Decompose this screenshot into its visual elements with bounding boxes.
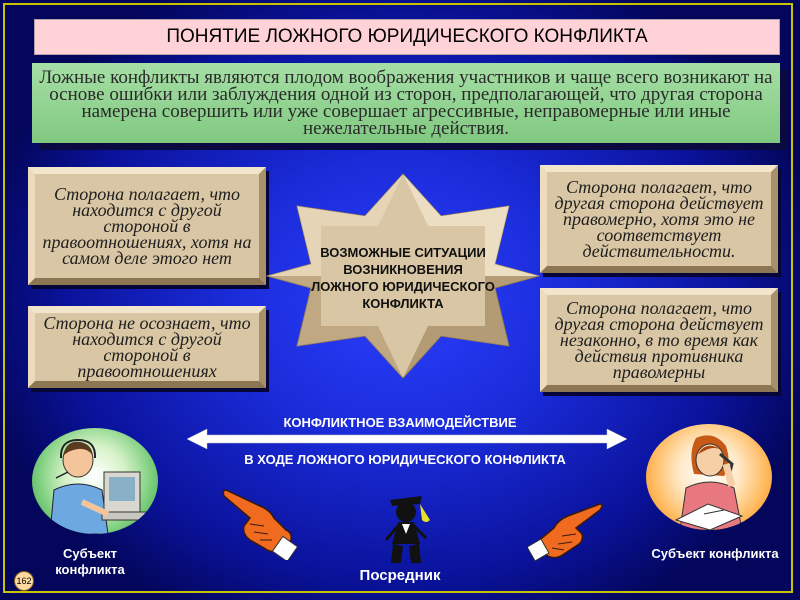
situation-text: Сторона полагает, что другая сторона действует правомерно, хотя это не соответствует действительности. <box>554 177 764 261</box>
mediator-label: Посредник <box>359 567 441 584</box>
definition-box <box>32 63 780 143</box>
situation-box-left-top <box>28 167 266 285</box>
pointing-hand-icon <box>528 498 604 562</box>
subject-right-oval <box>646 424 772 530</box>
situation-box-right-bottom <box>540 288 778 392</box>
subject-right-label: Субъект конфликта <box>651 546 779 561</box>
situation-text: Сторона не осознает, что находится с другой стороной в правоотношениях <box>43 313 251 381</box>
subject-left-oval <box>32 428 158 534</box>
situation-text: Сторона полагает, что другая сторона действует незаконно, в то время как действия противника правомерны <box>554 298 764 382</box>
situation-box-left-bottom <box>28 306 266 388</box>
male-operator-icon <box>32 428 158 534</box>
center-label: ВОЗМОЖНЫЕ СИТУАЦИИ ВОЗНИКНОВЕНИЯ ЛОЖНОГО ЮРИДИЧЕСКОГО КОНФЛИКТА <box>311 245 495 311</box>
page-number-badge: 162 <box>14 571 34 591</box>
slide-title: ПОНЯТИЕ ЛОЖНОГО ЮРИДИЧЕСКОГО КОНФЛИКТА <box>34 19 780 55</box>
subject-left-label: Субъект конфликта <box>55 546 125 577</box>
pointing-hand-icon <box>220 484 300 560</box>
double-arrow-icon <box>187 428 627 450</box>
mediator-figure-icon <box>380 490 432 564</box>
female-operator-icon <box>646 424 772 530</box>
definition-text: Ложные конфликты являются плодом воображения участников и чаще всего возникают на основе ошибки или заблуждения одной из сторон, предполагающей, что другая сторона намерена совершить или уже совершает агрессивные, неправомерные или иные нежелательные действия. <box>39 67 773 139</box>
interaction-label: КОНФЛИКТНОЕ ВЗАИМОДЕЙСТВИЕ <box>283 415 517 430</box>
situation-box-right-top <box>540 165 778 273</box>
during-conflict-label: В ХОДЕ ЛОЖНОГО ЮРИДИЧЕСКОГО КОНФЛИКТА <box>244 452 566 467</box>
situation-text: Сторона полагает, что находится с другой стороной в правоотношениях, хотя на самом деле этого нет <box>42 184 252 268</box>
